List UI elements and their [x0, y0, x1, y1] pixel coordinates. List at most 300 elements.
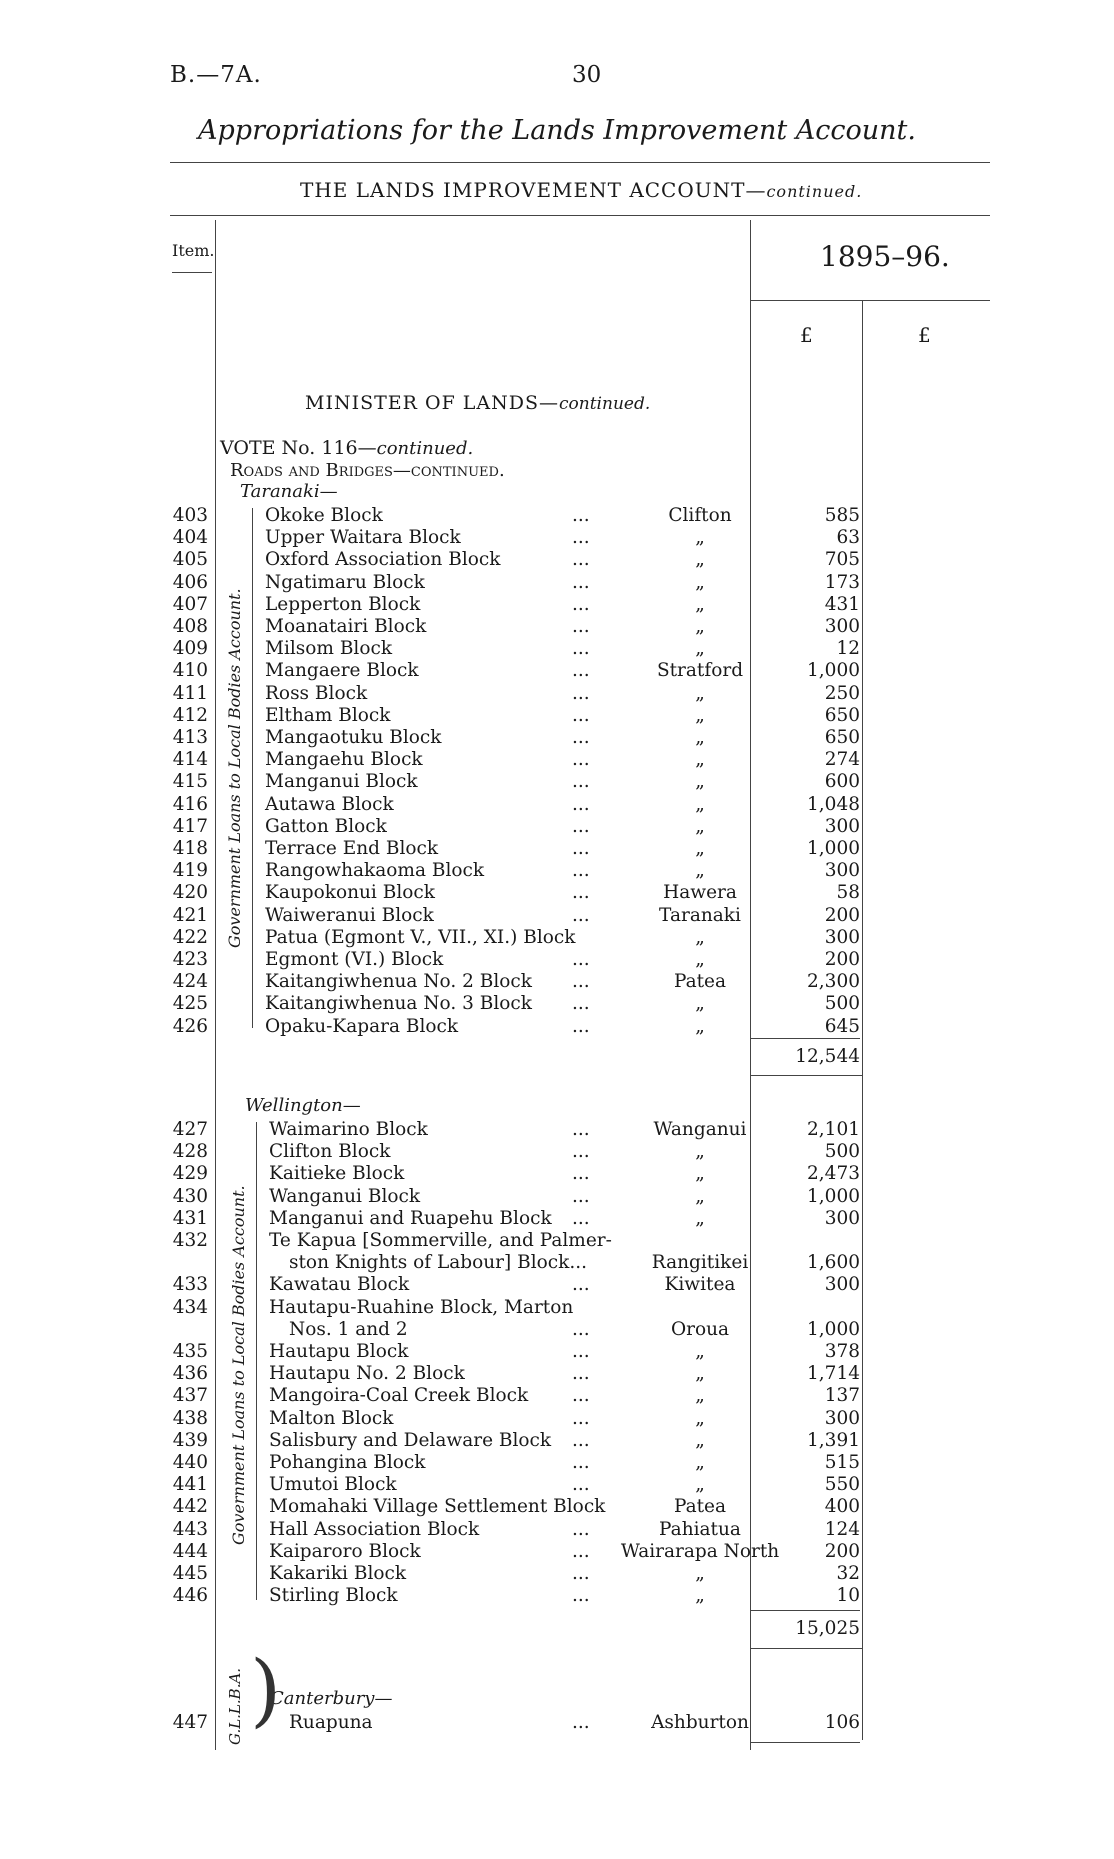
- table-top-rule: [170, 215, 990, 216]
- row-name: Ngatimaru Block: [265, 571, 425, 593]
- row-name: Kawatau Block: [269, 1274, 410, 1296]
- table-row: [0, 949, 1114, 971]
- row-name: Manganui Block: [265, 771, 418, 793]
- row-amount: 500: [824, 993, 860, 1015]
- document-code: B.—7A.: [170, 62, 262, 88]
- row-place: „: [695, 727, 705, 748]
- table-row: [0, 1252, 1114, 1274]
- row-leader-dots: ...: [572, 860, 590, 882]
- row-leader-dots: ...: [572, 682, 590, 704]
- row-item-number: 420: [172, 882, 208, 904]
- table-row: [0, 727, 1114, 749]
- table-row: [0, 527, 1114, 549]
- table-row: [0, 1385, 1114, 1407]
- row-name: Nos. 1 and 2: [289, 1318, 408, 1340]
- row-name: Waimarino Block: [269, 1119, 428, 1140]
- row-item-number: 407: [172, 593, 208, 615]
- row-item-number: 441: [172, 1474, 208, 1496]
- row-name: Kakariki Block: [269, 1563, 407, 1584]
- roads-bridges-heading: Roads and Bridges—continued.: [230, 460, 505, 481]
- table-row: [0, 1141, 1114, 1163]
- table-row: [0, 993, 1114, 1015]
- row-leader-dots: ...: [572, 1015, 590, 1037]
- row-leader-dots: ...: [572, 1563, 590, 1584]
- row-item-number: 428: [172, 1141, 208, 1163]
- row-leader-dots: ...: [572, 993, 590, 1015]
- row-leader-dots: ...: [572, 1540, 590, 1562]
- table-row: [0, 1341, 1114, 1363]
- row-place: „: [695, 549, 705, 571]
- canterbury-amount-underline: [750, 1742, 860, 1743]
- row-name: Okoke Block: [265, 505, 383, 526]
- row-amount: 650: [824, 704, 860, 726]
- row-leader-dots: ...: [572, 1712, 590, 1733]
- row-place: Ashburton: [651, 1712, 749, 1733]
- row-leader-dots: ...: [572, 704, 590, 726]
- vote-heading-main: VOTE No. 116—: [220, 437, 377, 459]
- item-column-header: Item.: [172, 241, 215, 260]
- table-row: [0, 882, 1114, 904]
- row-name: Hautapu-Ruahine Block, Marton: [269, 1296, 574, 1318]
- table-row: [0, 771, 1114, 793]
- row-name: Terrace End Block: [265, 838, 439, 859]
- row-leader-dots: ...: [572, 571, 590, 593]
- row-name: Oxford Association Block: [265, 549, 501, 571]
- row-item-number: 433: [172, 1274, 208, 1296]
- minister-heading-continued: continued.: [559, 394, 651, 414]
- row-place: Stratford: [656, 660, 744, 682]
- row-place: „: [695, 1015, 705, 1037]
- row-amount: 2,300: [807, 971, 860, 993]
- row-name: Mangoira-Coal Creek Block: [269, 1385, 529, 1407]
- row-leader-dots: ...: [572, 593, 590, 615]
- table-row: [0, 1208, 1114, 1230]
- row-leader-dots: ...: [572, 1518, 590, 1540]
- row-item-number: 408: [172, 616, 208, 637]
- row-place: „: [695, 704, 705, 726]
- row-amount: 173: [824, 571, 860, 593]
- table-row: [0, 860, 1114, 882]
- row-place: Wairarapa North: [620, 1540, 780, 1562]
- row-leader-dots: ...: [572, 638, 590, 660]
- table-row: [0, 1408, 1114, 1430]
- wellington-total-underline: [750, 1648, 862, 1649]
- row-amount: 300: [824, 1407, 860, 1429]
- row-place: „: [695, 949, 705, 970]
- row-item-number: 434: [172, 1296, 208, 1318]
- table-row: [0, 1519, 1114, 1541]
- row-amount: 300: [824, 1274, 860, 1296]
- row-place: „: [695, 682, 705, 704]
- row-amount: 1,391: [807, 1429, 860, 1451]
- row-amount: 1,000: [807, 660, 860, 682]
- row-item-number: 430: [172, 1185, 208, 1207]
- row-item-number: 405: [172, 549, 208, 571]
- taranaki-total: 12,544: [795, 1046, 860, 1067]
- table-row: [0, 1541, 1114, 1563]
- row-name: Waiweranui Block: [265, 904, 434, 926]
- row-item-number: 445: [172, 1563, 208, 1584]
- region-wellington: Wellington—: [245, 1095, 361, 1116]
- row-place: „: [695, 1429, 705, 1451]
- minister-heading-main: MINISTER OF LANDS—: [305, 392, 560, 414]
- row-item-number: 442: [172, 1496, 208, 1518]
- row-amount: 1,000: [807, 1318, 860, 1340]
- row-name: Stirling Block: [269, 1585, 398, 1607]
- table-row: [0, 1274, 1114, 1296]
- table-row: [0, 1474, 1114, 1496]
- table-row: [0, 749, 1114, 771]
- minister-heading: [305, 392, 650, 414]
- row-amount: 106: [824, 1712, 860, 1733]
- vote-heading-continued: continued.: [376, 438, 474, 459]
- row-leader-dots: ...: [572, 1429, 590, 1451]
- row-place: Wanganui: [653, 1119, 747, 1140]
- row-leader-dots: ...: [572, 771, 590, 793]
- row-name: Manganui and Ruapehu Block: [269, 1207, 552, 1229]
- row-item-number: 424: [172, 971, 208, 993]
- row-name: Hautapu Block: [269, 1341, 409, 1362]
- row-item-number: 422: [172, 926, 208, 948]
- row-item-number: 425: [172, 993, 208, 1015]
- row-place: Taranaki: [659, 904, 741, 926]
- table-row: [0, 1119, 1114, 1141]
- row-item-number: 421: [172, 904, 208, 926]
- row-amount: 274: [824, 749, 860, 771]
- row-amount: 400: [824, 1496, 860, 1518]
- row-place: Oroua: [670, 1318, 730, 1340]
- row-place: „: [695, 860, 705, 882]
- row-name: Salisbury and Delaware Block: [269, 1429, 552, 1451]
- row-amount: 550: [824, 1474, 860, 1496]
- row-leader-dots: ...: [572, 793, 590, 815]
- row-leader-dots: ...: [572, 838, 590, 859]
- table-row: [0, 1585, 1114, 1607]
- row-leader-dots: ...: [572, 1341, 590, 1362]
- taranaki-total-rule: [750, 1038, 860, 1039]
- table-row-continuation: [0, 1230, 1114, 1252]
- row-item-number: 431: [172, 1207, 208, 1229]
- table-row: [0, 572, 1114, 594]
- row-leader-dots: ...: [572, 616, 590, 637]
- wellington-side-label: Government Loans to Local Bodies Account.: [229, 1185, 248, 1545]
- row-name: Hautapu No. 2 Block: [269, 1363, 465, 1385]
- row-name: ston Knights of Labour] Block...: [289, 1252, 587, 1274]
- row-leader-dots: ...: [572, 1407, 590, 1429]
- row-place: „: [695, 771, 705, 793]
- year-column-header: 1895–96.: [820, 240, 950, 273]
- row-item-number: 446: [172, 1585, 208, 1607]
- row-item-number: 429: [172, 1163, 208, 1185]
- item-header-underline: [172, 272, 212, 273]
- row-place: Kiwitea: [664, 1274, 736, 1296]
- table-row: [0, 927, 1114, 949]
- year-header-underline: [750, 300, 990, 301]
- row-item-number: 415: [172, 771, 208, 793]
- row-place: „: [695, 1385, 705, 1407]
- account-subtitle-continued: continued.: [766, 182, 863, 201]
- row-leader-dots: ...: [572, 1474, 590, 1496]
- region-canterbury: Canterbury—: [270, 1688, 393, 1709]
- row-amount: 10: [836, 1585, 860, 1607]
- page-title: Appropriations for the Lands Improvement Account.: [198, 115, 916, 146]
- table-row: [0, 838, 1114, 860]
- row-name: Patua (Egmont V., VII., XI.) Block: [265, 926, 576, 948]
- row-item-number: 419: [172, 860, 208, 882]
- row-amount: 32: [836, 1563, 860, 1584]
- table-row: [0, 1016, 1114, 1038]
- taranaki-total-underline: [750, 1075, 862, 1076]
- row-name: Egmont (VI.) Block: [265, 949, 444, 970]
- row-leader-dots: ...: [572, 1207, 590, 1229]
- row-place: Clifton: [668, 505, 732, 526]
- row-place: „: [695, 1452, 705, 1473]
- row-leader-dots: ...: [572, 505, 590, 526]
- row-amount: 300: [824, 815, 860, 837]
- row-item-number: 447: [172, 1712, 208, 1733]
- row-name: Momahaki Village Settlement Block: [269, 1496, 606, 1518]
- row-item-number: 444: [172, 1540, 208, 1562]
- row-leader-dots: ...: [572, 549, 590, 571]
- table-row: [0, 816, 1114, 838]
- row-amount: 250: [824, 682, 860, 704]
- taranaki-side-label: Government Loans to Local Bodies Account.: [225, 588, 244, 948]
- row-leader-dots: ...: [572, 1452, 590, 1473]
- row-name: Te Kapua [Sommerville, and Palmer-: [269, 1230, 612, 1251]
- row-item-number: 409: [172, 638, 208, 660]
- row-item-number: 414: [172, 749, 208, 771]
- row-amount: 1,714: [807, 1363, 860, 1385]
- row-amount: 12: [836, 638, 860, 660]
- row-place: „: [695, 1363, 705, 1385]
- row-place: „: [695, 749, 705, 771]
- row-item-number: 418: [172, 838, 208, 859]
- row-amount: 1,000: [807, 838, 860, 859]
- row-name: Malton Block: [269, 1407, 394, 1429]
- table-row: [0, 660, 1114, 682]
- row-leader-dots: ...: [572, 1119, 590, 1140]
- row-name: Upper Waitara Block: [265, 527, 461, 549]
- table-row: [0, 705, 1114, 727]
- table-row: [0, 616, 1114, 638]
- row-amount: 378: [824, 1341, 860, 1362]
- row-place: Rangitikei: [651, 1252, 749, 1274]
- row-item-number: 417: [172, 815, 208, 837]
- row-name: Mangaehu Block: [265, 749, 423, 771]
- row-item-number: 412: [172, 704, 208, 726]
- row-amount: 200: [824, 904, 860, 926]
- row-place: „: [695, 1207, 705, 1229]
- table-row: [0, 1319, 1114, 1341]
- row-item-number: 416: [172, 793, 208, 815]
- table-row: [0, 505, 1114, 527]
- row-amount: 58: [836, 882, 860, 904]
- table-row: [0, 683, 1114, 705]
- table-row: [0, 1163, 1114, 1185]
- row-amount: 300: [824, 616, 860, 637]
- row-place: „: [695, 1163, 705, 1185]
- row-amount: 585: [824, 505, 860, 526]
- row-amount: 705: [824, 549, 860, 571]
- row-name: Eltham Block: [265, 704, 391, 726]
- row-name: Clifton Block: [269, 1141, 391, 1163]
- row-leader-dots: ...: [572, 882, 590, 904]
- row-place: „: [695, 1185, 705, 1207]
- row-place: „: [695, 838, 705, 859]
- row-leader-dots: ...: [572, 815, 590, 837]
- row-amount: 2,473: [807, 1163, 860, 1185]
- row-amount: 1,048: [807, 793, 860, 815]
- row-leader-dots: ...: [572, 527, 590, 549]
- row-place: „: [695, 993, 705, 1015]
- row-item-number: 410: [172, 660, 208, 682]
- row-leader-dots: ...: [572, 1141, 590, 1163]
- row-place: „: [695, 638, 705, 660]
- table-row: [0, 1712, 1114, 1734]
- row-item-number: 437: [172, 1385, 208, 1407]
- row-leader-dots: ...: [572, 1185, 590, 1207]
- row-place: „: [695, 1563, 705, 1584]
- row-amount: 300: [824, 1207, 860, 1229]
- row-place: „: [695, 1341, 705, 1362]
- currency-column-2: £: [918, 323, 931, 347]
- wellington-total-rule: [750, 1610, 860, 1611]
- row-amount: 1,600: [807, 1252, 860, 1274]
- table-row: [0, 1496, 1114, 1518]
- row-name: Wanganui Block: [269, 1185, 421, 1207]
- row-name: Kaiparoro Block: [269, 1540, 421, 1562]
- row-place: „: [695, 1585, 705, 1607]
- row-item-number: 440: [172, 1452, 208, 1473]
- row-amount: 650: [824, 727, 860, 748]
- row-amount: 2,101: [807, 1119, 860, 1140]
- row-place: „: [695, 616, 705, 637]
- vote-heading: [220, 437, 473, 459]
- region-taranaki: Taranaki—: [240, 481, 338, 502]
- row-name: Rangowhakaoma Block: [265, 860, 485, 882]
- row-item-number: 443: [172, 1518, 208, 1540]
- row-name: Ross Block: [265, 682, 368, 704]
- row-amount: 500: [824, 1141, 860, 1163]
- row-amount: 63: [836, 527, 860, 549]
- row-amount: 300: [824, 860, 860, 882]
- row-place: „: [695, 571, 705, 593]
- row-place: „: [695, 815, 705, 837]
- row-item-number: 404: [172, 527, 208, 549]
- row-leader-dots: ...: [572, 749, 590, 771]
- row-name: Moanatairi Block: [265, 616, 427, 637]
- row-leader-dots: ...: [572, 1274, 590, 1296]
- row-item-number: 436: [172, 1363, 208, 1385]
- table-row: [0, 594, 1114, 616]
- row-name: Kaitieke Block: [269, 1163, 405, 1185]
- row-amount: 1,000: [807, 1185, 860, 1207]
- row-place: Patea: [673, 1496, 727, 1518]
- row-amount: 431: [824, 593, 860, 615]
- row-place: „: [695, 527, 705, 549]
- row-name: Lepperton Block: [265, 593, 421, 615]
- row-item-number: 413: [172, 727, 208, 748]
- account-subtitle: [300, 178, 862, 202]
- row-item-number: 426: [172, 1015, 208, 1037]
- table-row-continuation: [0, 1297, 1114, 1319]
- row-name: Mangaotuku Block: [265, 727, 442, 748]
- row-item-number: 432: [172, 1230, 208, 1251]
- wellington-total: 15,025: [795, 1618, 860, 1639]
- row-item-number: 427: [172, 1119, 208, 1140]
- row-name: Hall Association Block: [269, 1518, 480, 1540]
- row-amount: 200: [824, 1540, 860, 1562]
- table-row: [0, 549, 1114, 571]
- row-item-number: 438: [172, 1407, 208, 1429]
- row-place: Patea: [673, 971, 727, 993]
- row-name: Autawa Block: [265, 793, 394, 815]
- row-leader-dots: ...: [572, 1585, 590, 1607]
- row-amount: 124: [824, 1518, 860, 1540]
- canterbury-brace: ): [250, 1643, 282, 1736]
- row-name: Ruapuna: [289, 1712, 373, 1733]
- row-amount: 137: [824, 1385, 860, 1407]
- row-amount: 515: [824, 1452, 860, 1473]
- row-leader-dots: ...: [572, 660, 590, 682]
- row-place: „: [695, 926, 705, 948]
- row-item-number: 403: [172, 505, 208, 526]
- row-name: Gatton Block: [265, 815, 387, 837]
- row-place: „: [695, 793, 705, 815]
- row-name: Kaitangiwhenua No. 3 Block: [265, 993, 532, 1015]
- row-place: „: [695, 593, 705, 615]
- row-item-number: 423: [172, 949, 208, 970]
- title-rule: [170, 162, 990, 163]
- row-leader-dots: ...: [572, 727, 590, 748]
- table-row: [0, 1452, 1114, 1474]
- table-row: [0, 1563, 1114, 1585]
- table-row: [0, 1186, 1114, 1208]
- table-row: [0, 638, 1114, 660]
- row-place: „: [695, 1474, 705, 1496]
- row-name: Opaku-Kapara Block: [265, 1015, 459, 1037]
- row-place: Pahiatua: [659, 1518, 741, 1540]
- account-subtitle-main: THE LANDS IMPROVEMENT ACCOUNT—: [300, 178, 767, 202]
- row-name: Umutoi Block: [269, 1474, 397, 1496]
- row-name: Mangaere Block: [265, 660, 419, 682]
- row-leader-dots: ...: [572, 949, 590, 970]
- row-name: Pohangina Block: [269, 1452, 426, 1473]
- row-amount: 600: [824, 771, 860, 793]
- table-row: [0, 1430, 1114, 1452]
- row-place: Hawera: [663, 882, 737, 904]
- row-name: Kaitangiwhenua No. 2 Block: [265, 971, 532, 993]
- page-number: 30: [572, 62, 602, 88]
- row-leader-dots: ...: [572, 1163, 590, 1185]
- row-item-number: 406: [172, 571, 208, 593]
- currency-column-1: £: [800, 323, 813, 347]
- row-place: „: [695, 1407, 705, 1429]
- row-amount: 200: [824, 949, 860, 970]
- row-leader-dots: ...: [572, 904, 590, 926]
- table-row: [0, 1363, 1114, 1385]
- row-name: Kaupokonui Block: [265, 882, 435, 904]
- row-item-number: 439: [172, 1429, 208, 1451]
- canterbury-side-label: G.L.L.B.A.: [226, 1667, 244, 1745]
- row-item-number: 435: [172, 1341, 208, 1362]
- row-item-number: 411: [172, 682, 208, 704]
- row-name: Milsom Block: [265, 638, 393, 660]
- table-row: [0, 971, 1114, 993]
- row-amount: 300: [824, 926, 860, 948]
- row-place: „: [695, 1141, 705, 1163]
- table-row: [0, 905, 1114, 927]
